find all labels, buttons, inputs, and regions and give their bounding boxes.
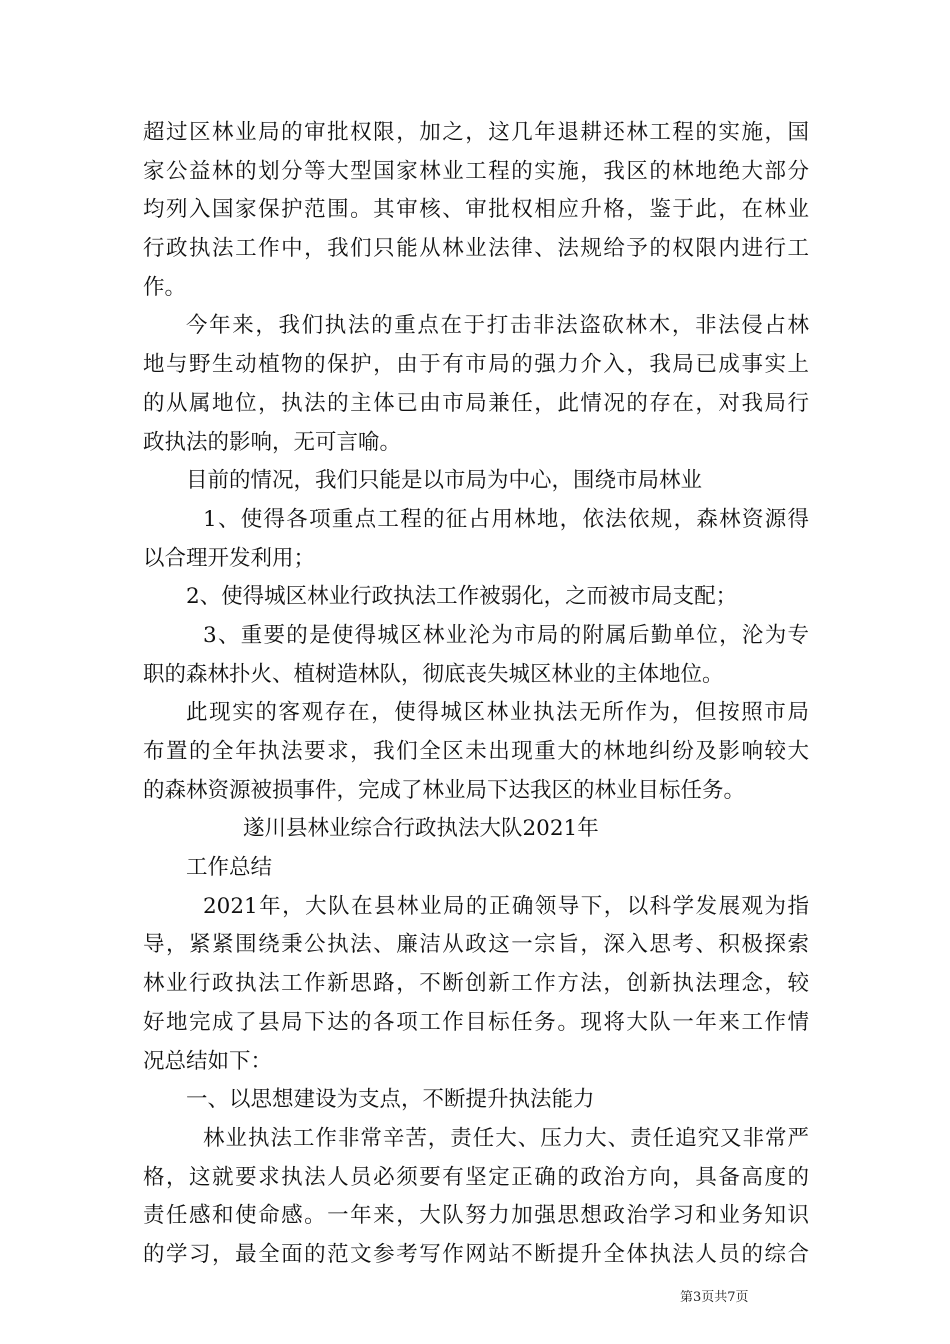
page-number: 第3页共7页 xyxy=(680,1290,749,1305)
text-line: 政执法的影响，无可言喻。 xyxy=(143,429,402,455)
text-line: 导，紧紧围绕秉公执法、廉洁从政这一宗旨，深入思考、积极探索 xyxy=(143,932,809,958)
text-line: 今年来，我们执法的重点在于打击非法盗砍林木，非法侵占林 xyxy=(186,313,809,339)
text-line: 目前的情况，我们只能是以市局为中心，围绕市局林业 xyxy=(186,468,703,494)
section-subtitle: 工作总结 xyxy=(186,855,273,881)
text-line: 超过区林业局的审批权限，加之，这几年退耕还林工程的实施，国 xyxy=(143,120,809,145)
text-line: 况总结如下： xyxy=(143,1048,273,1074)
heading-line: 一、以思想建设为支点，不断提升执法能力 xyxy=(186,1087,595,1113)
text-line: 地与野生动植物的保护，由于有市局的强力介入，我局已成事实上 xyxy=(143,352,809,378)
text-line: 格，这就要求执法人员必须要有坚定正确的政治方向，具备高度的 xyxy=(143,1164,809,1190)
text-line: 2021年，大队在县林业局的正确领导下，以科学发展观为指 xyxy=(203,893,809,919)
text-line: 责任感和使命感。一年来，大队努力加强思想政治学习和业务知识 xyxy=(143,1203,809,1229)
section-title: 遂川县林业综合行政执法大队2021年 xyxy=(243,816,599,842)
text-line: 2、使得城区林业行政执法工作被弱化，之而被市局支配； xyxy=(186,584,738,610)
text-line: 行政执法工作中，我们只能从林业法律、法规给予的权限内进行工 xyxy=(143,236,809,262)
text-line: 职的森林扑火、植树造林队，彻底丧失城区林业的主体地位。 xyxy=(143,661,724,687)
text-line: 均列入国家保护范围。其审核、审批权相应升格，鉴于此，在林业 xyxy=(143,197,809,223)
text-line: 林业执法工作非常辛苦，责任大、压力大、责任追究又非常严 xyxy=(203,1125,809,1151)
text-line: 布置的全年执法要求，我们全区未出现重大的林地纠纷及影响较大 xyxy=(143,739,809,764)
text-line: 以合理开发利用； xyxy=(143,545,316,571)
text-line: 好地完成了县局下达的各项工作目标任务。现将大队一年来工作情 xyxy=(143,1009,809,1035)
text-line: 的从属地位，执法的主体已由市局兼任，此情况的存在，对我局行 xyxy=(143,390,809,416)
text-line: 的学习，最全面的范文参考写作网站不断提升全体执法人员的综合 xyxy=(143,1241,809,1267)
text-line: 1、使得各项重点工程的征占用林地，依法依规，森林资源得 xyxy=(203,506,809,532)
document-body xyxy=(143,114,809,1275)
text-line: 的森林资源被损事件，完成了林业局下达我区的林业目标任务。 xyxy=(143,777,746,803)
text-line: 林业行政执法工作新思路，不断创新工作方法，创新执法理念，较 xyxy=(143,971,809,997)
text-line: 此现实的客观存在，使得城区林业执法无所作为，但按照市局 xyxy=(186,700,809,726)
text-line: 3、重要的是使得城区林业沦为市局的附属后勤单位，沦为专 xyxy=(203,622,809,648)
text-line: 家公益林的划分等大型国家林业工程的实施，我区的林地绝大部分 xyxy=(143,158,809,184)
text-line: 作。 xyxy=(143,274,187,300)
